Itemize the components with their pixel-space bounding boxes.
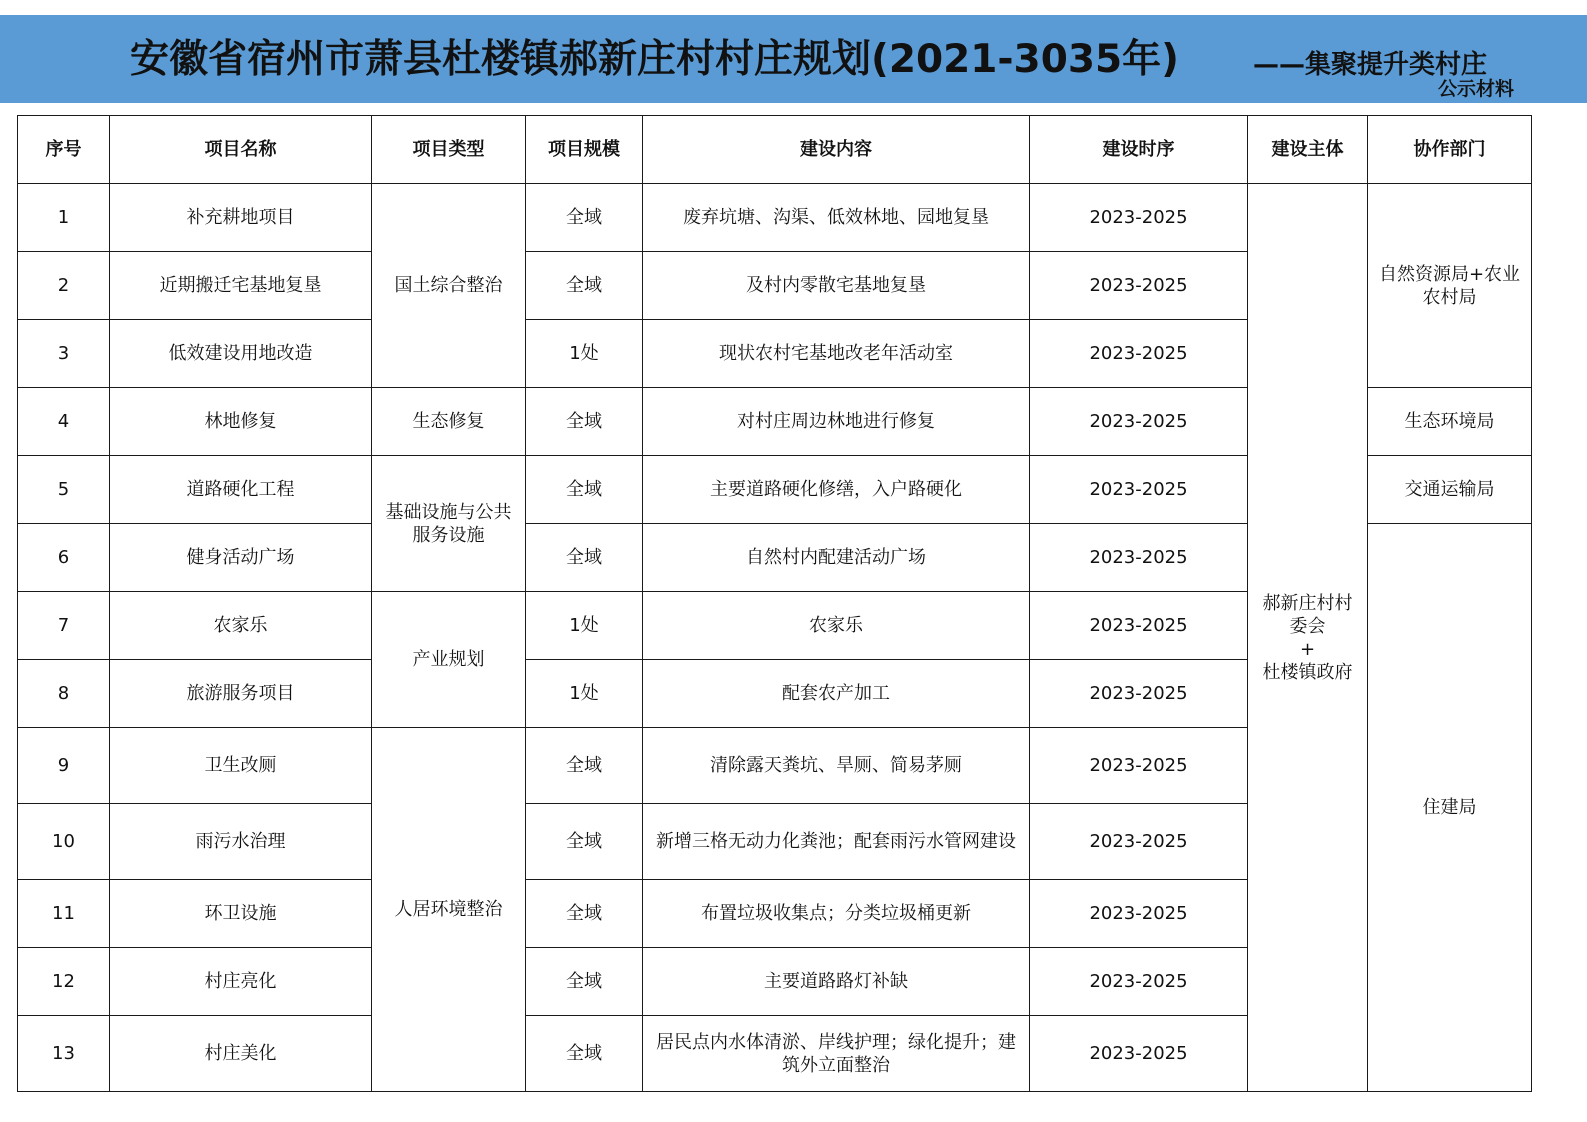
cell-department: 住建局 bbox=[1368, 524, 1532, 1092]
builder-line2: 杜楼镇政府 bbox=[1262, 661, 1353, 683]
col-header-name: 项目名称 bbox=[110, 116, 372, 184]
cell-timing: 2023-2025 bbox=[1030, 592, 1248, 660]
col-header-scale: 项目规模 bbox=[526, 116, 643, 184]
col-header-content: 建设内容 bbox=[643, 116, 1030, 184]
page-subtitle: ——集聚提升类村庄 bbox=[1253, 50, 1488, 80]
cell-department: 交通运输局 bbox=[1368, 456, 1532, 524]
cell-timing: 2023-2025 bbox=[1030, 1016, 1248, 1092]
cell-content: 配套农产加工 bbox=[643, 660, 1030, 728]
cell-no: 3 bbox=[18, 320, 110, 388]
cell-timing: 2023-2025 bbox=[1030, 948, 1248, 1016]
cell-name: 环卫设施 bbox=[110, 880, 372, 948]
cell-scale: 全域 bbox=[526, 948, 643, 1016]
cell-scale: 全域 bbox=[526, 456, 643, 524]
cell-type: 人居环境整治 bbox=[372, 728, 526, 1092]
cell-content: 新增三格无动力化粪池；配套雨污水管网建设 bbox=[643, 804, 1030, 880]
cell-no: 13 bbox=[18, 1016, 110, 1092]
cell-name: 旅游服务项目 bbox=[110, 660, 372, 728]
cell-content: 自然村内配建活动广场 bbox=[643, 524, 1030, 592]
cell-type: 国土综合整治 bbox=[372, 184, 526, 388]
cell-timing: 2023-2025 bbox=[1030, 388, 1248, 456]
cell-type: 基础设施与公共服务设施 bbox=[372, 456, 526, 592]
cell-name: 补充耕地项目 bbox=[110, 184, 372, 252]
cell-name: 雨污水治理 bbox=[110, 804, 372, 880]
col-header-department: 协作部门 bbox=[1368, 116, 1532, 184]
cell-scale: 1处 bbox=[526, 660, 643, 728]
cell-content: 主要道路硬化修缮，入户路硬化 bbox=[643, 456, 1030, 524]
cell-timing: 2023-2025 bbox=[1030, 456, 1248, 524]
cell-timing: 2023-2025 bbox=[1030, 524, 1248, 592]
cell-scale: 全域 bbox=[526, 1016, 643, 1092]
table-header-row bbox=[18, 116, 1532, 184]
cell-no: 10 bbox=[18, 804, 110, 880]
cell-content: 废弃坑塘、沟渠、低效林地、园地复垦 bbox=[643, 184, 1030, 252]
cell-content: 对村庄周边林地进行修复 bbox=[643, 388, 1030, 456]
col-header-type: 项目类型 bbox=[372, 116, 526, 184]
cell-no: 2 bbox=[18, 252, 110, 320]
cell-scale: 全域 bbox=[526, 804, 643, 880]
cell-department: 生态环境局 bbox=[1368, 388, 1532, 456]
cell-timing: 2023-2025 bbox=[1030, 320, 1248, 388]
cell-no: 8 bbox=[18, 660, 110, 728]
cell-timing: 2023-2025 bbox=[1030, 184, 1248, 252]
cell-name: 农家乐 bbox=[110, 592, 372, 660]
title-banner bbox=[0, 15, 1587, 103]
cell-name: 村庄亮化 bbox=[110, 948, 372, 1016]
cell-timing: 2023-2025 bbox=[1030, 804, 1248, 880]
cell-name: 卫生改厕 bbox=[110, 728, 372, 804]
cell-scale: 全域 bbox=[526, 728, 643, 804]
cell-no: 4 bbox=[18, 388, 110, 456]
cell-timing: 2023-2025 bbox=[1030, 660, 1248, 728]
cell-scale: 全域 bbox=[526, 524, 643, 592]
cell-name: 村庄美化 bbox=[110, 1016, 372, 1092]
builder-line1: 郝新庄村村委会 bbox=[1262, 592, 1353, 637]
cell-no: 9 bbox=[18, 728, 110, 804]
cell-no: 11 bbox=[18, 880, 110, 948]
cell-builder bbox=[1248, 184, 1368, 1092]
publicity-note: 公示材料 bbox=[1438, 78, 1515, 100]
cell-scale: 全域 bbox=[526, 184, 643, 252]
col-header-builder: 建设主体 bbox=[1248, 116, 1368, 184]
page-title: 安徽省宿州市萧县杜楼镇郝新庄村村庄规划(2021-3035年) bbox=[130, 37, 1179, 82]
cell-no: 12 bbox=[18, 948, 110, 1016]
cell-timing: 2023-2025 bbox=[1030, 252, 1248, 320]
cell-scale: 全域 bbox=[526, 880, 643, 948]
cell-content: 居民点内水体清淤、岸线护理；绿化提升；建筑外立面整治 bbox=[643, 1016, 1030, 1092]
cell-content: 主要道路路灯补缺 bbox=[643, 948, 1030, 1016]
col-header-no: 序号 bbox=[18, 116, 110, 184]
cell-type: 生态修复 bbox=[372, 388, 526, 456]
cell-name: 近期搬迁宅基地复垦 bbox=[110, 252, 372, 320]
cell-scale: 全域 bbox=[526, 388, 643, 456]
cell-no: 7 bbox=[18, 592, 110, 660]
cell-no: 1 bbox=[18, 184, 110, 252]
project-table bbox=[17, 115, 1532, 1092]
cell-timing: 2023-2025 bbox=[1030, 728, 1248, 804]
cell-name: 林地修复 bbox=[110, 388, 372, 456]
cell-name: 健身活动广场 bbox=[110, 524, 372, 592]
cell-timing: 2023-2025 bbox=[1030, 880, 1248, 948]
builder-plus: + bbox=[1299, 638, 1316, 660]
table-row bbox=[18, 184, 1532, 252]
cell-name: 低效建设用地改造 bbox=[110, 320, 372, 388]
cell-scale: 全域 bbox=[526, 252, 643, 320]
cell-department: 自然资源局+农业农村局 bbox=[1368, 184, 1532, 388]
cell-scale: 1处 bbox=[526, 320, 643, 388]
cell-content: 农家乐 bbox=[643, 592, 1030, 660]
col-header-timing: 建设时序 bbox=[1030, 116, 1248, 184]
cell-content: 布置垃圾收集点；分类垃圾桶更新 bbox=[643, 880, 1030, 948]
cell-content: 及村内零散宅基地复垦 bbox=[643, 252, 1030, 320]
cell-no: 6 bbox=[18, 524, 110, 592]
cell-type: 产业规划 bbox=[372, 592, 526, 728]
cell-name: 道路硬化工程 bbox=[110, 456, 372, 524]
cell-scale: 1处 bbox=[526, 592, 643, 660]
cell-no: 5 bbox=[18, 456, 110, 524]
cell-content: 清除露天粪坑、旱厕、简易茅厕 bbox=[643, 728, 1030, 804]
cell-content: 现状农村宅基地改老年活动室 bbox=[643, 320, 1030, 388]
